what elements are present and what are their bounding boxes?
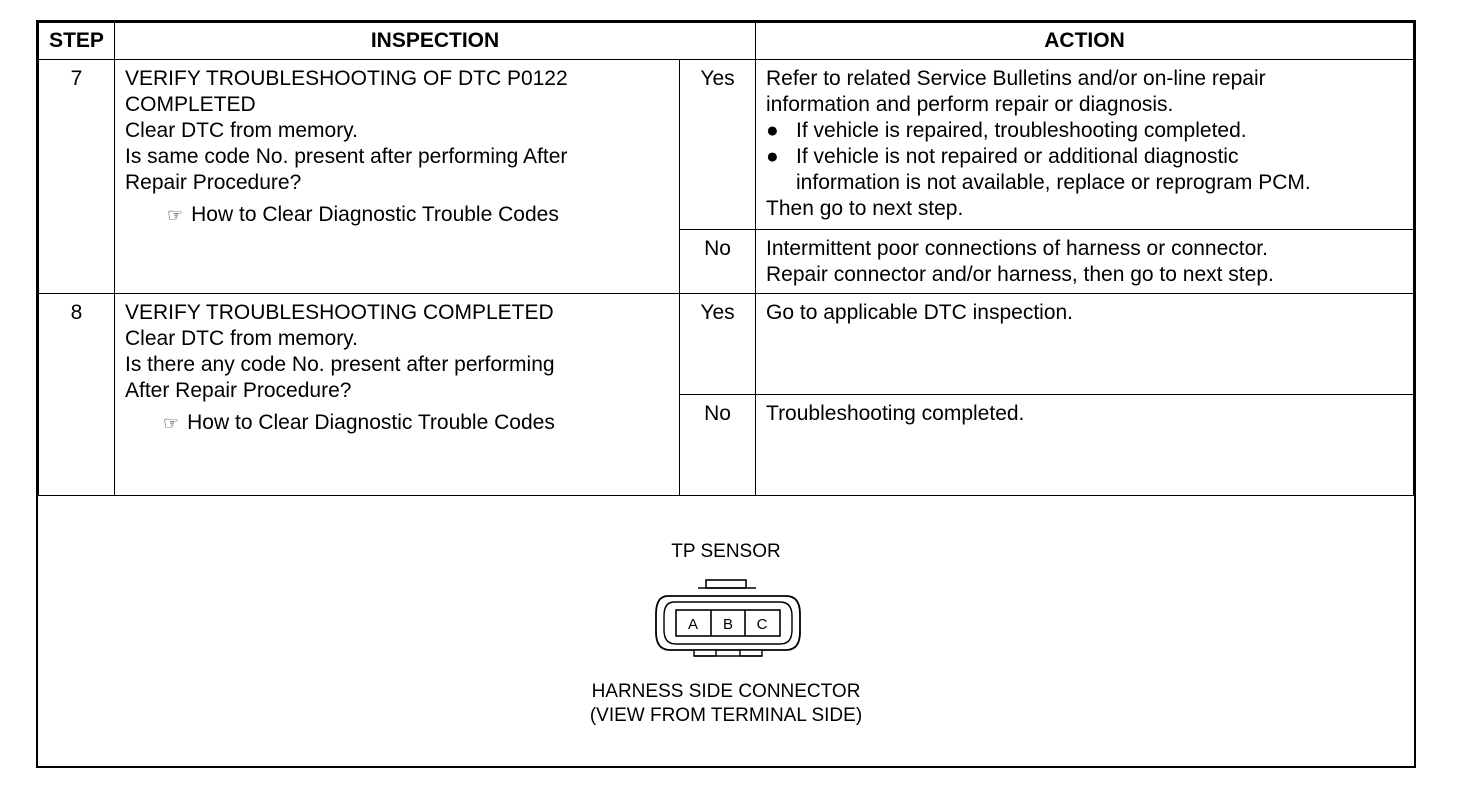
action-text: Go to applicable DTC inspection. bbox=[766, 301, 1074, 324]
diagnostic-table bbox=[38, 22, 1414, 496]
inspection-cell bbox=[115, 294, 680, 496]
header-action: ACTION bbox=[756, 23, 1414, 60]
terminal-a: A bbox=[687, 616, 699, 633]
terminal-b: B bbox=[722, 616, 734, 633]
step-number: 8 bbox=[39, 294, 115, 496]
action-text: Refer to related Service Bulletins and/or on-line repair bbox=[766, 67, 1266, 90]
action-text: information and perform repair or diagnosis. bbox=[766, 93, 1174, 116]
terminal-c: C bbox=[756, 616, 768, 633]
header-step: STEP bbox=[39, 23, 115, 60]
pointing-hand-icon: ☞ bbox=[167, 205, 184, 225]
reference-link[interactable] bbox=[125, 202, 669, 228]
action-cell bbox=[756, 230, 1414, 294]
table-header-row bbox=[39, 23, 1414, 60]
inspection-text: Is there any code No. present after performing bbox=[125, 353, 555, 376]
diagram-caption-sub: (VIEW FROM TERMINAL SIDE) bbox=[589, 705, 863, 726]
inspection-title-cont: COMPLETED bbox=[125, 93, 256, 116]
inspection-text: Is same code No. present after performing After bbox=[125, 145, 568, 168]
reference-label: How to Clear Diagnostic Trouble Codes bbox=[191, 203, 559, 226]
reference-link[interactable] bbox=[125, 410, 669, 436]
answer-no: No bbox=[680, 230, 756, 294]
inspection-title: VERIFY TROUBLESHOOTING COMPLETED bbox=[125, 301, 554, 324]
action-cell bbox=[756, 60, 1414, 230]
connector-diagram bbox=[38, 496, 1414, 766]
action-cell bbox=[756, 395, 1414, 496]
inspection-text: Clear DTC from memory. bbox=[125, 119, 358, 142]
header-inspection: INSPECTION bbox=[115, 23, 756, 60]
service-manual-page bbox=[36, 20, 1416, 768]
action-text: Troubleshooting completed. bbox=[766, 402, 1025, 425]
inspection-text: After Repair Procedure? bbox=[125, 379, 352, 402]
action-bullet: ● If vehicle is repaired, troubleshooting completed. bbox=[766, 119, 1247, 142]
answer-no: No bbox=[680, 395, 756, 496]
inspection-title: VERIFY TROUBLESHOOTING OF DTC P0122 bbox=[125, 67, 568, 90]
action-cell bbox=[756, 294, 1414, 395]
diagram-title: TP SENSOR bbox=[671, 541, 781, 562]
step-number: 7 bbox=[39, 60, 115, 294]
action-bullet: ● If vehicle is not repaired or additional diagnostic information is not available, replace or reprogram PCM. bbox=[766, 145, 1311, 194]
answer-yes: Yes bbox=[680, 60, 756, 230]
bullet-dot-icon: ● bbox=[766, 119, 779, 142]
answer-yes: Yes bbox=[680, 294, 756, 395]
inspection-text: Repair Procedure? bbox=[125, 171, 302, 194]
action-text: Intermittent poor connections of harness or connector. bbox=[766, 237, 1268, 260]
inspection-text: Clear DTC from memory. bbox=[125, 327, 358, 350]
table-row bbox=[39, 60, 1414, 230]
action-text: Then go to next step. bbox=[766, 197, 964, 220]
bullet-dot-icon: ● bbox=[766, 145, 779, 168]
diagram-caption: HARNESS SIDE CONNECTOR bbox=[591, 681, 861, 702]
reference-label: How to Clear Diagnostic Trouble Codes bbox=[187, 411, 555, 434]
action-text: Repair connector and/or harness, then go to next step. bbox=[766, 263, 1274, 286]
inspection-cell bbox=[115, 60, 680, 294]
pointing-hand-icon: ☞ bbox=[163, 413, 180, 433]
connector-icon bbox=[648, 574, 808, 664]
table-row bbox=[39, 294, 1414, 395]
